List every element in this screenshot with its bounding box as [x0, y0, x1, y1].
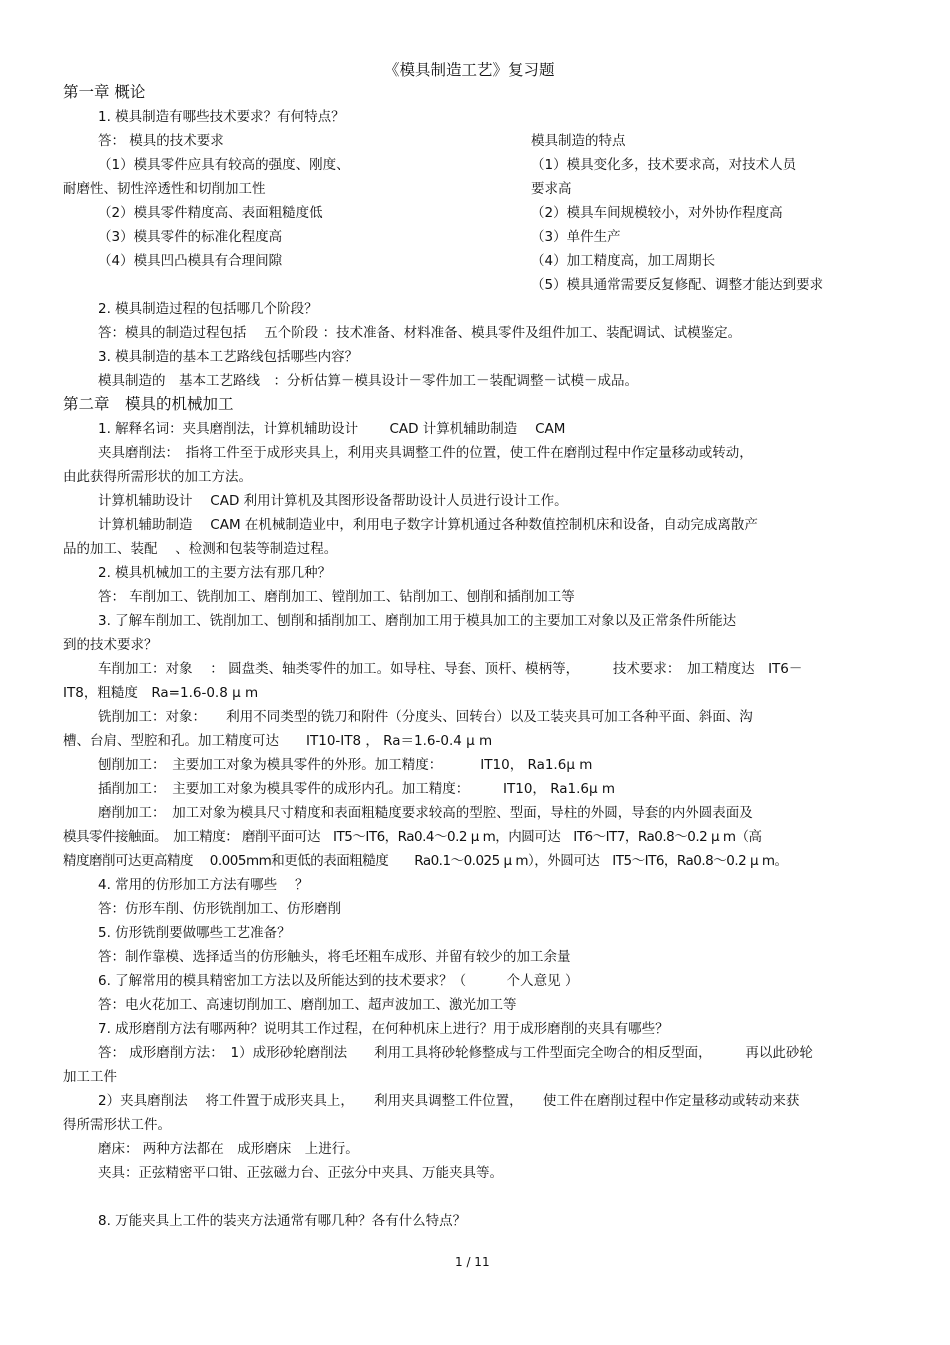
text-line: 磨床： 两种方法都在 成形磨床 上进行。 [98, 1141, 359, 1157]
text-line: 答： 成形磨削方法： 1）成形砂轮磨削法 利用工具将砂轮修整成与工件型面完全吻合的相反型面， 再以此砂轮 [98, 1045, 813, 1061]
text-line: 4. 常用的仿形加工方法有哪些 ？ [98, 877, 309, 893]
text-line: （1）模具零件应具有较高的强度、刚度、 [98, 157, 350, 173]
text-line: 7. 成形磨削方法有哪两种？说明其工作过程，在何种机床上进行？用于成形磨削的夹具有哪些？ [98, 1021, 669, 1037]
document-title: 《模具制造工艺》复习题 [384, 61, 555, 79]
text-line: （5）模具通常需要反复修配、调整才能达到要求 [531, 277, 824, 293]
page-number: 1 / 11 [455, 1255, 490, 1269]
text-line: （4）加工精度高，加工周期长 [531, 253, 716, 269]
text-line: 耐磨性、韧性淬透性和切削加工性 [63, 181, 266, 197]
text-line: 2）夹具磨削法 将工件置于成形夹具上， 利用夹具调整工件位置， 使工件在磨削过程中作定量移动或转动来获 [98, 1093, 800, 1109]
text-line: 答：电火花加工、高速切削加工、磨削加工、超声波加工、激光加工等 [98, 997, 517, 1013]
chapter-1-heading: 第一章 概论 [63, 83, 146, 101]
text-line: 插削加工： 主要加工对象为模具零件的成形内孔。加工精度： IT10， Ra1.6μ m [98, 781, 616, 797]
chapter-2-heading: 第二章 模具的机械加工 [63, 395, 234, 413]
text-line: 8. 万能夹具上工件的装夹方法通常有哪几种？各有什么特点？ [98, 1213, 467, 1229]
text-line: 由此获得所需形状的加工方法。 [63, 469, 252, 485]
text-line: 答：仿形车削、仿形铣削加工、仿形磨削 [98, 901, 341, 917]
text-line: 答： 车削加工、铣削加工、磨削加工、镗削加工、钻削加工、刨削和插削加工等 [98, 589, 575, 605]
text-line: 铣削加工：对象： 利用不同类型的铣刀和附件（分度头、回转台）以及工装夹具可加工各种平面、斜面、沟 [98, 709, 753, 725]
text-line: 1. 解释名词：夹具磨削法，计算机辅助设计 CAD 计算机辅助制造 CAM [98, 421, 566, 437]
text-line: 夹具：正弦精密平口钳、正弦磁力台、正弦分中夹具、万能夹具等。 [98, 1165, 503, 1181]
text-line: （3）模具零件的标准化程度高 [98, 229, 283, 245]
answer-3: 模具制造的 基本工艺路线 ：分析估算－模具设计－零件加工－装配调整－试模－成品。 [98, 373, 638, 389]
text-line: 答：制作靠模、选择适当的仿形触头，将毛坯粗车成形、并留有较少的加工余量 [98, 949, 571, 965]
text-line: 计算机辅助设计 CAD 利用计算机及其图形设备帮助设计人员进行设计工作。 [98, 493, 568, 509]
text-line: 夹具磨削法： 指将工件至于成形夹具上，利用夹具调整工件的位置，使工件在磨削过程中作定量移动或转动， [98, 445, 753, 461]
text-line: 要求高 [531, 181, 572, 197]
question-1: 1. 模具制造有哪些技术要求？有何特点？ [98, 109, 345, 125]
text-line: 品的加工、装配 、检测和包装等制造过程。 [63, 541, 338, 557]
text-line: （3）单件生产 [531, 229, 621, 245]
text-line: 到的技术要求？ [63, 637, 158, 653]
text-line: （1）模具变化多，技术要求高，对技术人员 [531, 157, 797, 173]
text-line: 2. 模具机械加工的主要方法有那几种？ [98, 565, 332, 581]
text-line: （2）模具车间规模较小，对外协作程度高 [531, 205, 783, 221]
text-line: IT8，粗糙度 Ra=1.6-0.8 μ m [63, 685, 259, 701]
answer-2: 答：模具的制造过程包括 五个阶段 ：技术准备、材料准备、模具零件及组件加工、装配调试、试模鉴定。 [98, 325, 742, 341]
text-line: 得所需形状工件。 [63, 1117, 171, 1133]
text-line: 5. 仿形铣削要做哪些工艺准备？ [98, 925, 291, 941]
text-line: 答： 模具的技术要求 [98, 133, 224, 149]
text-line: （2）模具零件精度高、表面粗糙度低 [98, 205, 323, 221]
text-line: 槽、台肩、型腔和孔。加工精度可达 IT10-IT8 ， Ra＝1.6-0.4 μ m [63, 733, 493, 749]
text-line: 计算机辅助制造 CAM 在机械制造业中，利用电子数字计算机通过各种数值控制机床和设备，自动完成离散产 [98, 517, 758, 533]
text-line: 刨削加工： 主要加工对象为模具零件的外形。加工精度： IT10， Ra1.6μ m [98, 757, 593, 773]
text-line: （4）模具凹凸模具有合理间隙 [98, 253, 283, 269]
question-3: 3. 模具制造的基本工艺路线包括哪些内容？ [98, 349, 359, 365]
text-line: 模具零件接触面。 加工精度： 磨削平面可达 IT5～IT6，Ra0.4～0.2 μ m，内圆可达 IT6～IT7，Ra0.8～0.2 μ m（高 [63, 829, 762, 845]
question-2: 2. 模具制造过程的包括哪几个阶段？ [98, 301, 318, 317]
text-line: 6. 了解常用的模具精密加工方法以及所能达到的技术要求？（ 个人意见 ） [98, 973, 579, 989]
text-line: 模具制造的特点 [531, 133, 626, 149]
text-line: 加工工件 [63, 1069, 117, 1085]
text-line: 磨削加工： 加工对象为模具尺寸精度和表面粗糙度要求较高的型腔、型面，导柱的外圆，导套的内外圆表面及 [98, 805, 753, 821]
text-line: 车削加工：对象 ： 圆盘类、轴类零件的加工。如导柱、导套、顶杆、模柄等， 技术要求： 加工精度达 IT6－ [98, 661, 803, 677]
text-line: 3. 了解车削加工、铣削加工、刨削和插削加工、磨削加工用于模具加工的主要加工对象以及正常条件所能达 [98, 613, 737, 629]
text-line: 精度磨削可达更高精度 0.005mm和更低的表面粗糙度 Ra0.1～0.025 μ m），外圆可达 IT5～IT6，Ra0.8～0.2 μ m。 [63, 853, 788, 869]
